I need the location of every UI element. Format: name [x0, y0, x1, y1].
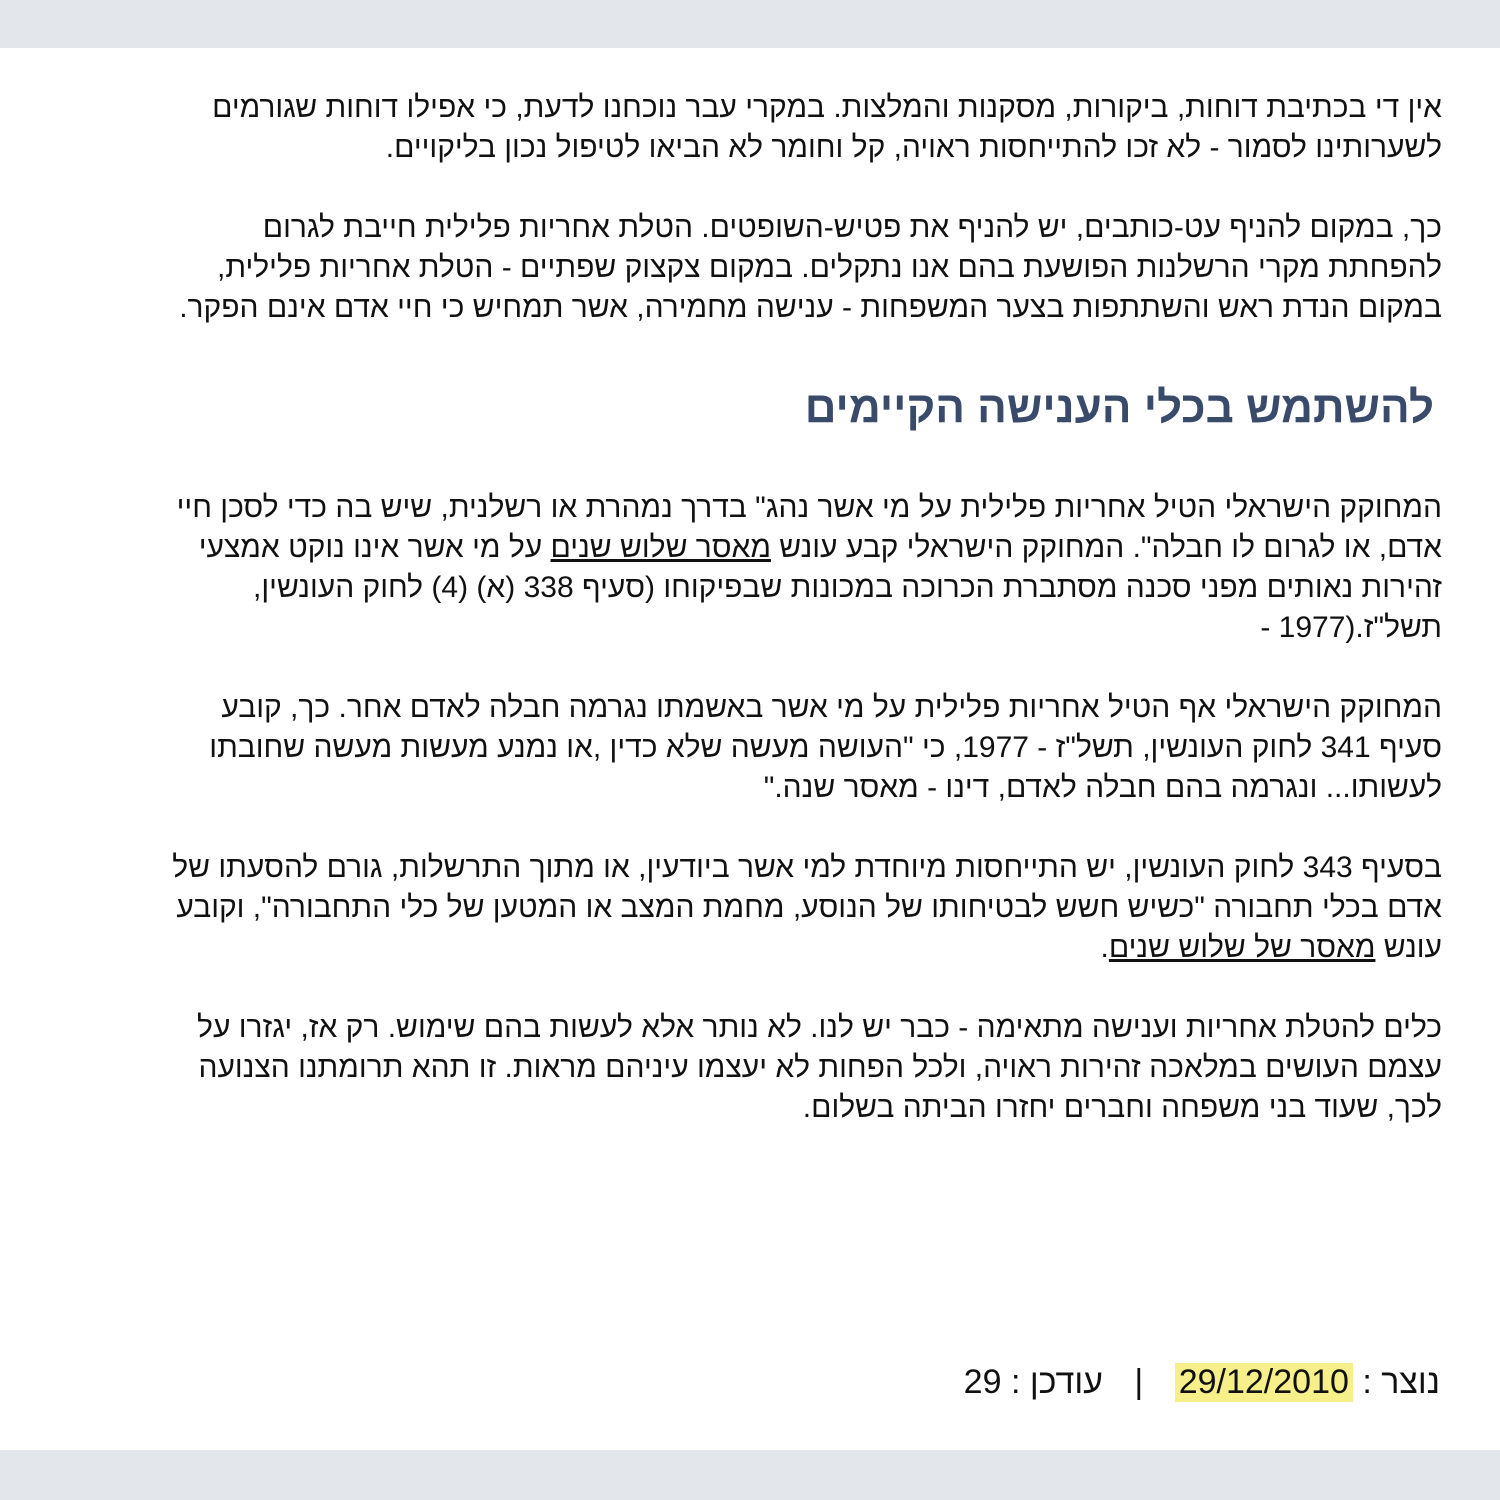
text-line: תשל"ז.(1977 -	[1260, 611, 1442, 644]
paragraph-reports	[62, 88, 1442, 168]
text-line: במקום הנדת ראש והשתתפות בצער המשפחות - ענישה מחמירה, אשר תמחיש כי חיי אדם אינם הפקר.	[179, 291, 1442, 324]
document-body	[62, 88, 1442, 1128]
text-line: כלים להטלת אחריות וענישה מתאימה - כבר יש לנו. לא נותר אלא לעשות בהם שימוש. רק אז, יגזרו על	[197, 1011, 1442, 1044]
text-line: המחוקק הישראלי אף הטיל אחריות פלילית על מי אשר באשמתו נגרמה חבלה לאדם אחר. כך, קובע	[221, 691, 1442, 724]
underlined-penalty: מאסר שלוש שנים	[550, 531, 771, 564]
underlined-penalty: מאסר של שלוש שנים	[1108, 931, 1376, 964]
document-page	[0, 48, 1500, 1450]
text-line: בסעיף 343 לחוק העונשין, יש התייחסות מיוחדת למי אשר ביודעין, או מתוך התרשלות, גורם להסעתו של	[172, 851, 1442, 884]
updated-label: עודכן :	[1010, 1363, 1103, 1401]
paragraph-section-341	[62, 688, 1442, 808]
text-line: אדם בכלי תחבורה "כשיש חשש לבטיחותו של הנוסע, מחמת המצב או המטען של כלי התחבורה", וקובע	[176, 891, 1442, 924]
section-heading: להשתמש בכלי הענישה הקיימים	[804, 383, 1434, 432]
paragraph-conclusion	[62, 1008, 1442, 1128]
text-line: עונש מאסר של שלוש שנים.	[1100, 931, 1442, 964]
updated-value: 29	[963, 1363, 1002, 1401]
document-footer	[964, 1363, 1440, 1402]
text-line: המחוקק הישראלי הטיל אחריות פלילית על מי אשר נהג" בדרך נמהרת או רשלנית, שיש בה כדי לסכן חיי	[176, 491, 1442, 524]
paragraph-judges-hammer	[62, 208, 1442, 328]
text-line: להפחתת מקרי הרשלנות הפושעת בהם אנו נתקלים. במקום צקצוק שפתיים - הטלת אחריות פלילית,	[217, 251, 1442, 284]
footer-separator: |	[1134, 1363, 1144, 1401]
text-line: עצמם העושים במלאכה זהירות ראויה, ולכל הפחות לא יעצמו עיניהם מראות. זו תהא תרומתנו הצנועה	[198, 1051, 1442, 1084]
paragraph-section-338	[62, 488, 1442, 648]
paragraph-section-343	[62, 848, 1442, 968]
text-line: אדם, או לגרום לו חבלה". המחוקק הישראלי קבע עונש מאסר שלוש שנים על מי אשר אינו נוקט אמצעי	[198, 531, 1442, 564]
text-line: כך, במקום להניף עט-כותבים, יש להניף את פטיש-השופטים. הטלת אחריות פלילית חייבת לגרום	[262, 211, 1442, 244]
created-label: נוצר :	[1362, 1363, 1440, 1401]
text-line: סעיף 341 לחוק העונשין, תשל"ז - 1977, כי "העושה מעשה שלא כדין ,או נמנע מעשות מעשה שחובתו	[209, 731, 1442, 764]
text-line: לשערותינו לסמור - לא זכו להתייחסות ראויה, קל וחומר לא הביאו לטיפול נכון בליקויים.	[385, 131, 1442, 164]
created-date: 29/12/2010	[1175, 1363, 1353, 1402]
text-line: לכך, שעוד בני משפחה וחברים יחזרו הביתה בשלום.	[802, 1091, 1442, 1124]
text-line: זהירות נאותים מפני סכנה מסתברת הכרוכה במכונות שבפיקוחו (סעיף 338 (א) (4) לחוק העונשין,	[253, 571, 1442, 604]
text-line: לעשותו... ונגרמה בהם חבלה לאדם, דינו - מאסר שנה."	[763, 771, 1442, 804]
text-line: אין די בכתיבת דוחות, ביקורות, מסקנות והמלצות. במקרי עבר נוכחנו לדעת, כי אפילו דוחות שגורמים	[212, 91, 1442, 124]
